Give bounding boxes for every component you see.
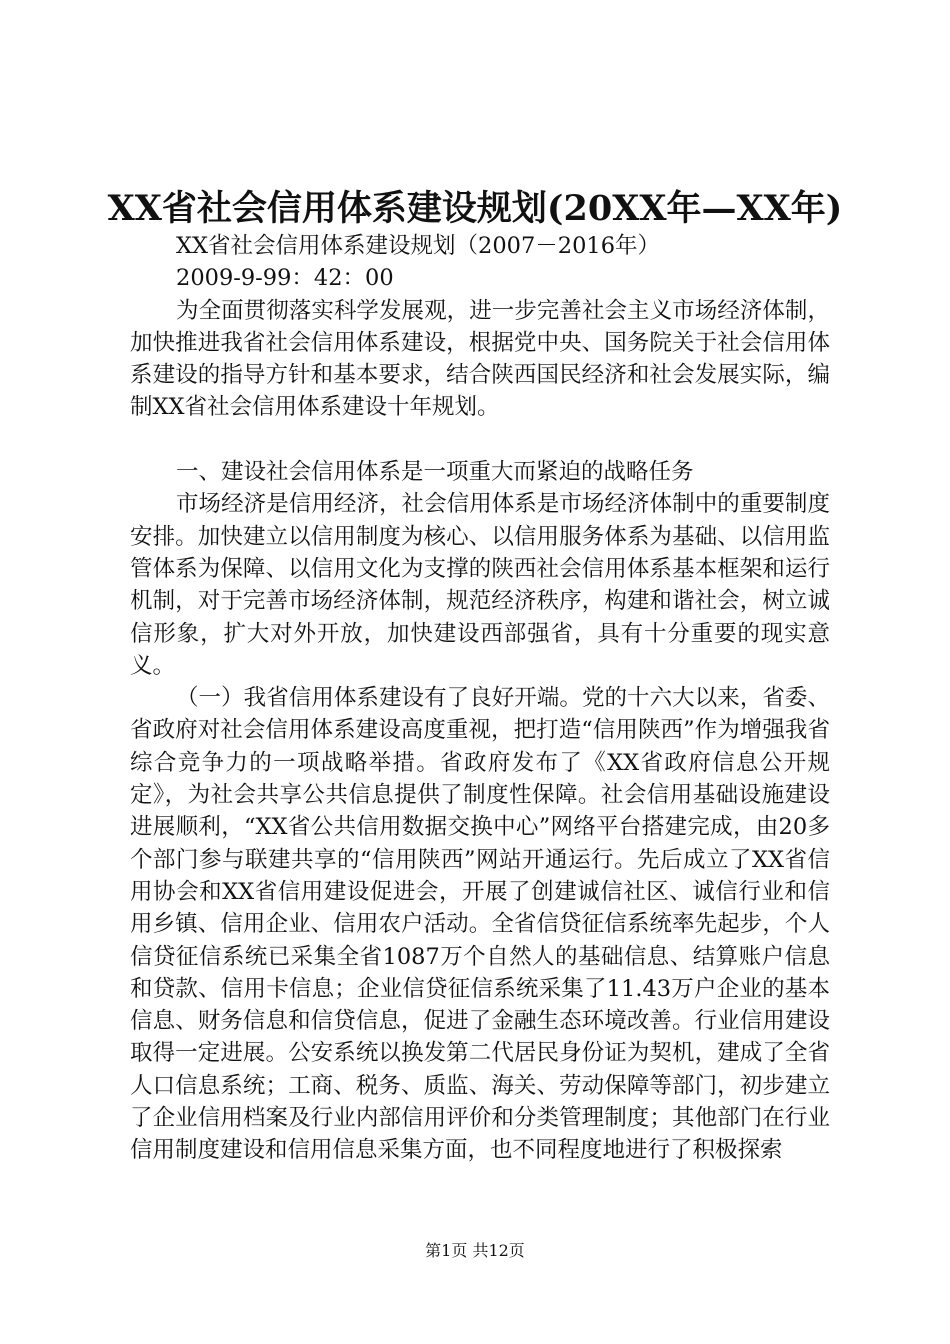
- section-heading: 一、建设社会信用体系是一项重大而紧迫的战略任务: [176, 459, 694, 486]
- body-paragraph: （一）我省信用体系建设有了良好开端。党的十六大以来，省委、省政府对社会信用体系建设高度重视，把打造“信用陕西”作为增强我省综合竞争力的一项战略举措。省政府发布了《XX省政府信息公开规定》，为社会共享公共信息提供了制度性保障。社会信用基础设施建设进展顺利，“XX省公共信用数据交换中心”网络平台搭建完成，由20多个部门参与联建共享的“信用陕西”网站开通运行。先后成立了XX省信用协会和XX省信用建设促进会，开展了创建诚信社区、诚信行业和信用乡镇、信用企业、信用农户活动。全省信贷征信系统率先起步，个人信贷征信系统已采集全省1087万个自然人的基础信息、结算账户信息和贷款、信用卡信息；企业信贷征信系统采集了11.43万户企业的基本信息、财务信息和信贷信息，促进了金融生态环境改善。行业信用建设取得一定进展。公安系统以换发第二代居民身份证为契机，建成了全省人口信息系统；工商、税务、质监、海关、劳动保障等部门，初步建立了企业信用档案及行业内部信用评价和分类管理制度；其他部门在行业信用制度建设和信用信息采集方面，也不同程度地进行了积极探索: [130, 685, 830, 1164]
- paragraph-spacer: [130, 424, 830, 456]
- document-body: [130, 230, 830, 1167]
- document-title: XX省社会信用体系建设规划(20XX年—XX年): [107, 188, 843, 229]
- intro-paragraph: 为全面贯彻落实科学发展观，进一步完善社会主义市场经济体制，加快推进我省社会信用体系建设，根据党中央、国务院关于社会信用体系建设的指导方针和基本要求，结合陕西国民经济和社会发展实际，编制XX省社会信用体系建设十年规划。: [130, 297, 830, 421]
- document-subtitle: XX省社会信用体系建设规划（2007－2016年）: [176, 233, 661, 259]
- body-paragraph: 市场经济是信用经济，社会信用体系是市场经济体制中的重要制度安排。加快建立以信用制度为核心、以信用服务体系为基础、以信用监管体系为保障、以信用文化为支撑的陕西社会信用体系基本框架和运行机制，对于完善市场经济体制，规范经济秩序，构建和谐社会，树立诚信形象，扩大对外开放，加快建设西部强省，具有十分重要的现实意义。: [130, 491, 830, 679]
- page-number-footer: 第1页 共12页: [425, 1241, 525, 1260]
- document-date: 2009-9-99：42：00: [176, 265, 394, 292]
